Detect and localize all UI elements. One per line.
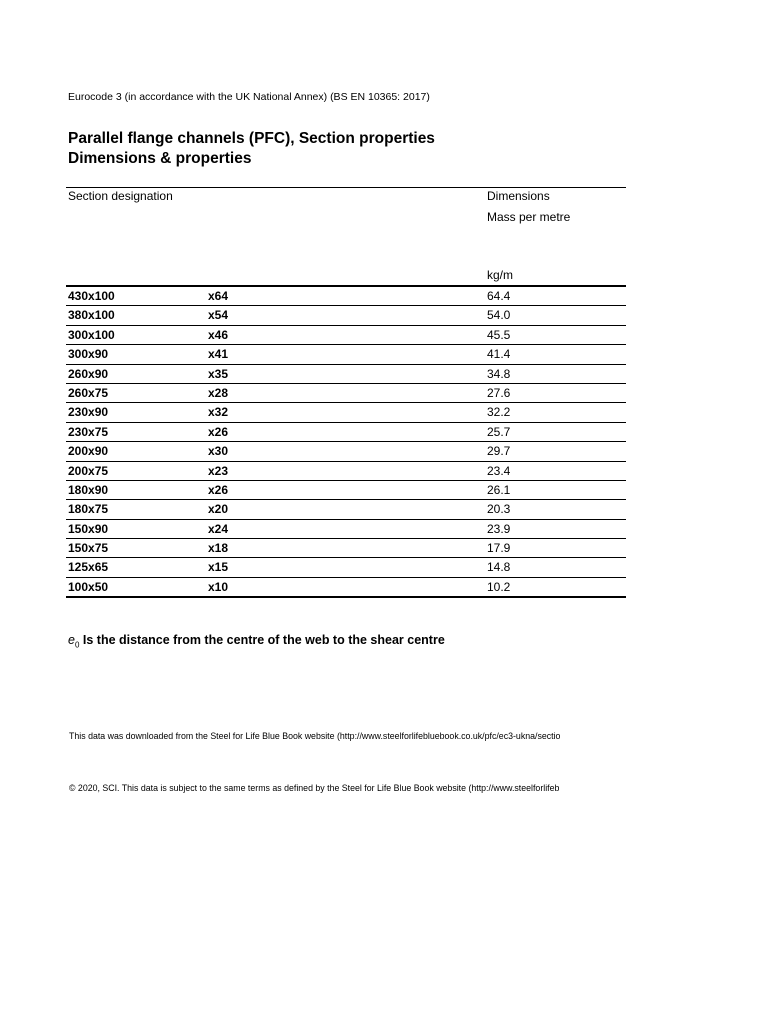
- cell-mass-per-metre: 26.1: [487, 482, 511, 497]
- cell-serial-size: x26: [208, 424, 229, 439]
- header-section-designation: Section designation: [68, 189, 173, 203]
- cell-serial-size: x35: [208, 366, 229, 381]
- cell-mass-per-metre: 29.7: [487, 444, 511, 459]
- cell-serial-size: x32: [208, 405, 229, 420]
- cell-section-designation: 180x75: [68, 502, 109, 517]
- cell-mass-per-metre: 23.9: [487, 521, 511, 536]
- copyright-footer: © 2020, SCI. This data is subject to the same terms as defined by the Steel for Life Blue Book website (http://www.steelforlifeb: [69, 783, 560, 793]
- cell-section-designation: 260x75: [68, 385, 109, 400]
- cell-serial-size: x41: [208, 347, 229, 362]
- note-symbol: [68, 633, 80, 650]
- cell-section-designation: 200x75: [68, 463, 109, 478]
- table-row: [66, 481, 626, 500]
- cell-mass-per-metre: 32.2: [487, 405, 511, 420]
- cell-mass-per-metre: 64.4: [487, 289, 511, 303]
- table-row: [66, 287, 626, 306]
- cell-section-designation: 125x65: [68, 560, 109, 575]
- table-row: [66, 365, 626, 384]
- cell-serial-size: x23: [208, 463, 229, 478]
- cell-mass-per-metre: 17.9: [487, 541, 511, 556]
- table-row: [66, 384, 626, 403]
- cell-section-designation: 150x90: [68, 521, 109, 536]
- cell-section-designation: 100x50: [68, 579, 109, 594]
- header-mass-unit: kg/m: [487, 268, 514, 282]
- note-symbol-subscript: 0: [74, 640, 80, 650]
- table-row: [66, 423, 626, 442]
- cell-serial-size: x24: [208, 521, 229, 536]
- cell-section-designation: 430x100: [68, 289, 115, 303]
- cell-section-designation: 230x75: [68, 424, 109, 439]
- document-title: [68, 129, 435, 169]
- cell-serial-size: x54: [208, 308, 229, 323]
- cell-section-designation: 380x100: [68, 308, 115, 323]
- title-line-2: Dimensions & properties: [68, 150, 252, 167]
- table-row: [66, 403, 626, 422]
- table-row: [66, 306, 626, 325]
- cell-section-designation: 200x90: [68, 444, 109, 459]
- cell-serial-size: x26: [208, 482, 229, 497]
- header-dimensions: Dimensions: [487, 189, 550, 203]
- cell-mass-per-metre: 34.8: [487, 366, 511, 381]
- table-row: [66, 442, 626, 461]
- cell-mass-per-metre: 45.5: [487, 327, 511, 342]
- cell-mass-per-metre: 10.2: [487, 579, 511, 594]
- table-row: [66, 462, 626, 481]
- section-properties-table: [66, 187, 626, 598]
- cell-section-designation: 150x75: [68, 541, 109, 556]
- cell-serial-size: x30: [208, 444, 229, 459]
- cell-serial-size: x46: [208, 327, 229, 342]
- title-line-1: Parallel flange channels (PFC), Section properties: [68, 130, 435, 147]
- table-row: [66, 520, 626, 539]
- table-header: [66, 188, 626, 287]
- cell-serial-size: x28: [208, 385, 229, 400]
- cell-section-designation: 300x90: [68, 347, 109, 362]
- table-row: [66, 539, 626, 558]
- cell-section-designation: 300x100: [68, 327, 115, 342]
- cell-serial-size: x10: [208, 579, 229, 594]
- cell-section-designation: 180x90: [68, 482, 109, 497]
- cell-mass-per-metre: 25.7: [487, 424, 511, 439]
- table-row: [66, 345, 626, 364]
- header-mass-per-metre: Mass per metre: [487, 210, 571, 224]
- table-row: [66, 558, 626, 577]
- table-row: [66, 326, 626, 345]
- note-symbol-letter: e: [68, 633, 75, 647]
- cell-mass-per-metre: 54.0: [487, 308, 511, 323]
- table-body: [66, 287, 626, 598]
- cell-mass-per-metre: 41.4: [487, 347, 511, 362]
- cell-mass-per-metre: 27.6: [487, 385, 511, 400]
- cell-serial-size: x18: [208, 541, 229, 556]
- cell-mass-per-metre: 23.4: [487, 463, 511, 478]
- table-row: [66, 578, 626, 598]
- cell-serial-size: x64: [208, 289, 229, 303]
- cell-mass-per-metre: 20.3: [487, 502, 511, 517]
- cell-section-designation: 260x90: [68, 366, 109, 381]
- standard-reference: Eurocode 3 (in accordance with the UK National Annex) (BS EN 10365: 2017): [68, 91, 430, 103]
- source-footer: This data was downloaded from the Steel for Life Blue Book website (http://www.steelforlifebluebook.co.uk/pfc/ec3-ukna/sectio: [69, 731, 561, 741]
- shear-centre-note: [68, 633, 445, 650]
- cell-section-designation: 230x90: [68, 405, 109, 420]
- cell-mass-per-metre: 14.8: [487, 560, 511, 575]
- note-text: Is the distance from the centre of the web to the shear centre: [79, 633, 445, 647]
- cell-serial-size: x15: [208, 560, 229, 575]
- cell-serial-size: x20: [208, 502, 229, 517]
- table-row: [66, 500, 626, 519]
